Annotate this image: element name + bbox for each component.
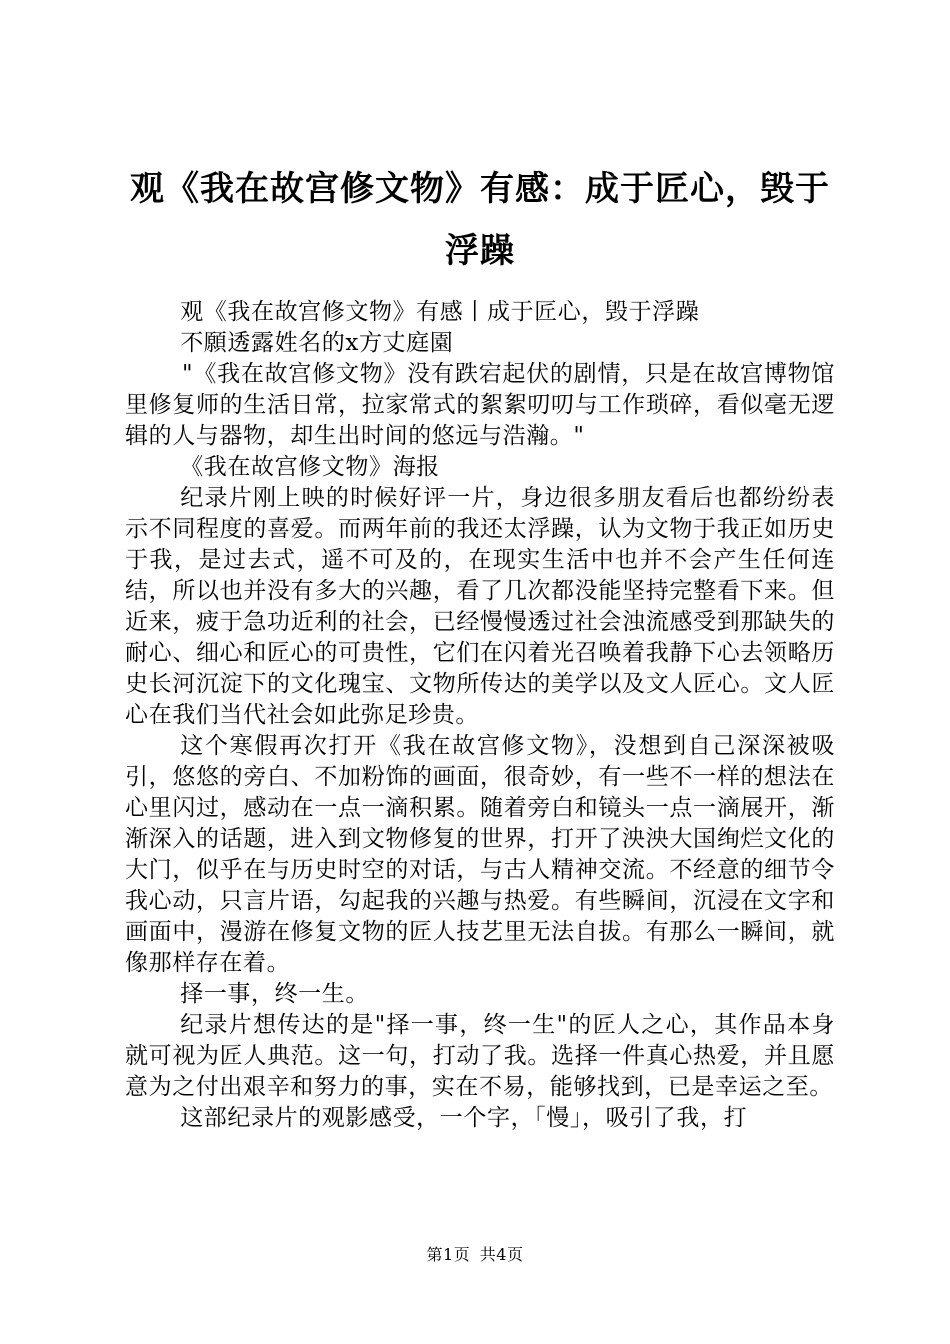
subtitle-paragraph: 观《我在故宫修文物》有感丨成于匠心，毁于浮躁 bbox=[180, 299, 700, 325]
poster-caption: 《我在故宫修文物》海报 bbox=[180, 454, 440, 480]
title-line-2: 浮躁 bbox=[445, 231, 515, 271]
body-paragraph: 这部纪录片的观影感受，一个字，「慢」，吸引了我，打 bbox=[180, 1105, 748, 1131]
page-number: 第1页 bbox=[426, 1245, 471, 1264]
quote-text: "《我在故宫修文物》没有跌宕起伏的剧情，只是在故宫博物馆里修复师的生活日常，拉家常式的絮絮叨叨与工作琐碎，看似毫无逻辑的人与器物，却生出时间的悠远与浩瀚。" bbox=[125, 361, 835, 449]
document-title bbox=[110, 158, 850, 282]
body-paragraph: 这个寒假再次打开《我在故宫修文物》，没想到自己深深被吸引，悠悠的旁白、不加粉饰的画面，很奇妙，有一些不一样的想法在心里闪过，感动在一点一滴积累。随着旁白和镜头一点一滴展开，渐渐深入的话题，进入到文物修复的世界，打开了泱泱大国绚烂文化的大门，似乎在与历史时空的对话，与古人精神交流。不经意的细节令我心动，只言片语，勾起我的兴趣与热爱。有些瞬间，沉浸在文字和画面中，漫游在修复文物的匠人技艺里无法自拔。有那么一瞬间，就像那样存在着。 bbox=[125, 733, 835, 976]
page-footer bbox=[0, 1245, 950, 1265]
body-paragraph: 纪录片想传达的是"择一事，终一生"的匠人之心，其作品本身就可视为匠人典范。这一句，打动了我。选择一件真心热爱，并且愿意为之付出艰辛和努力的事，实在不易，能够找到，已是幸运之至。 bbox=[125, 1012, 835, 1100]
body-paragraph: 纪录片刚上映的时候好评一片，身边很多朋友看后也都纷纷表示不同程度的喜爱。而两年前的我还太浮躁，认为文物于我正如历史于我，是过去式，遥不可及的，在现实生活中也并不会产生任何连结，所以也并没有多大的兴趣，看了几次都没能坚持完整看下来。但近来，疲于急功近利的社会，已经慢慢透过社会浊流感受到那缺失的耐心、细心和匠心的可贵性，它们在闪着光召唤着我静下心去领略历史长河沉淀下的文化瑰宝、文物所传达的美学以及文人匠心。文人匠心在我们当代社会如此弥足珍贵。 bbox=[125, 485, 835, 728]
page-total: 共4页 bbox=[479, 1245, 524, 1264]
author-paragraph: 不願透露姓名的x方丈庭園 bbox=[180, 330, 454, 356]
document-body bbox=[125, 297, 835, 1134]
title-line-1: 观《我在故宫修文物》有感：成于匠心，毁于 bbox=[130, 169, 830, 209]
section-heading: 择一事，终一生。 bbox=[180, 981, 369, 1007]
quote-paragraph bbox=[125, 359, 835, 452]
